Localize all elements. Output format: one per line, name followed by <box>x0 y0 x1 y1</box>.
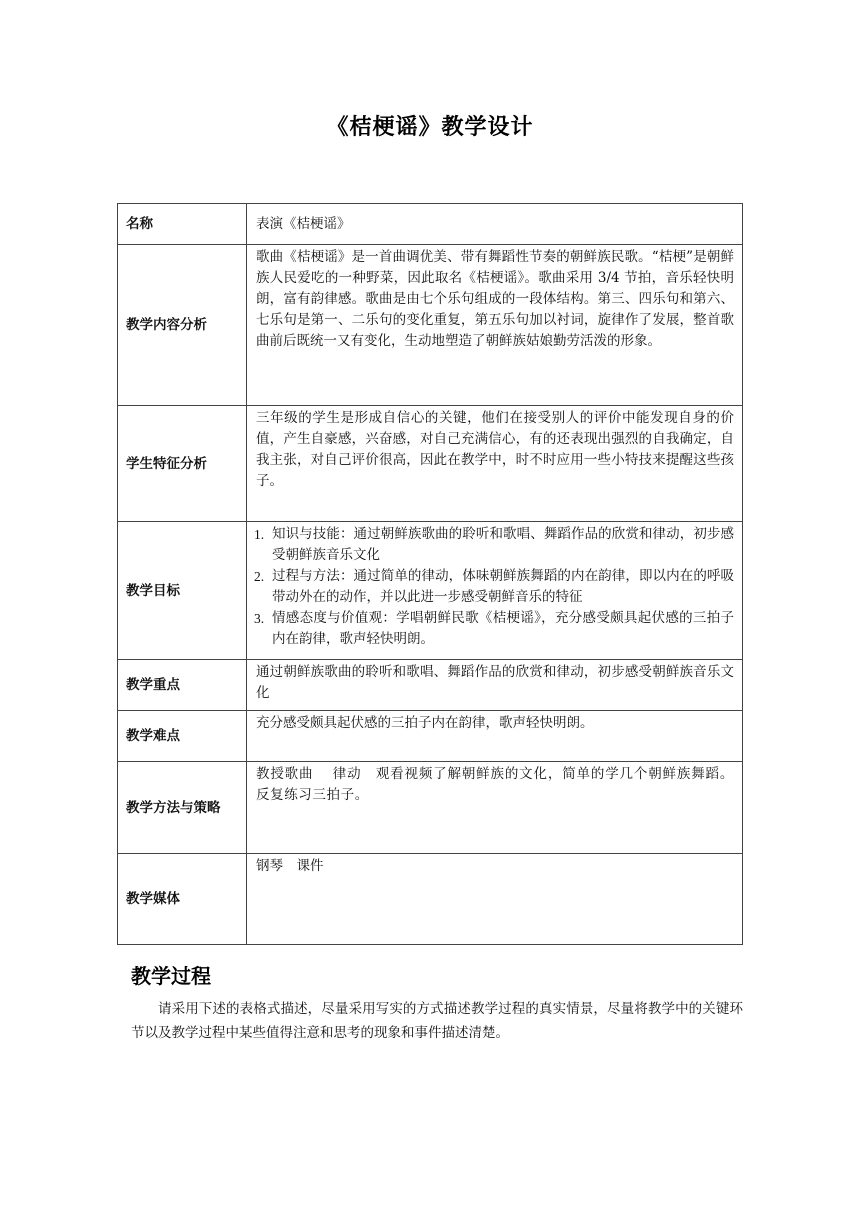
list-item <box>256 608 734 650</box>
table-row <box>118 204 743 245</box>
table-row <box>118 522 743 660</box>
table-row <box>118 406 743 522</box>
document-title: 《桔梗谣》教学设计 <box>326 115 534 140</box>
row-value-key-points: 通过朝鲜族歌曲的聆听和歌唱、舞蹈作品的欣赏和律动，初步感受朝鲜族音乐文化 <box>247 660 743 711</box>
list-number: 1. <box>254 527 265 542</box>
table-row <box>118 245 743 406</box>
row-value-student-analysis: 三年级的学生是形成自信心的关键，他们在接受别人的评价中能发现自身的价值，产生自豪感，兴奋感，对自己充满信心，有的还表现出强烈的自我确定，自我主张，对自己评价很高，因此在教学中，时不时应用一些小特技来提醒这些孩子。 <box>247 406 743 522</box>
list-number: 2. <box>254 569 265 584</box>
row-value-goals <box>247 522 743 660</box>
row-value-name: 表演《桔梗谣》 <box>247 204 743 245</box>
goals-list <box>256 524 734 650</box>
row-value-methods: 教授歌曲 律动 观看视频了解朝鲜族的文化，简单的学几个朝鲜族舞蹈。反复练习三拍子。 <box>247 762 743 854</box>
row-value-media: 钢琴 课件 <box>247 854 743 945</box>
row-label-difficulties: 教学难点 <box>118 711 247 762</box>
list-item-text: 过程与方法：通过简单的律动，体味朝鲜族舞蹈的内在韵律，即以内在的呼吸带动外在的动作，并以此进一步感受朝鲜音乐的特征 <box>272 568 734 605</box>
process-instruction: 请采用下述的表格式描述，尽量采用写实的方式描述教学过程的真实情景，尽量将教学中的关键环节以及教学过程中某些值得注意和思考的现象和事件描述清楚。 <box>131 1001 743 1041</box>
row-label-key-points: 教学重点 <box>118 660 247 711</box>
row-label-media: 教学媒体 <box>118 854 247 945</box>
section-heading: 教学过程 <box>131 964 211 988</box>
list-item <box>256 566 734 608</box>
table-row <box>118 711 743 762</box>
row-label-methods: 教学方法与策略 <box>118 762 247 854</box>
table-row <box>118 762 743 854</box>
list-item-text: 知识与技能：通过朝鲜族歌曲的聆听和歌唱、舞蹈作品的欣赏和律动，初步感受朝鲜族音乐文化 <box>272 526 734 563</box>
row-value-content-analysis: 歌曲《桔梗谣》是一首曲调优美、带有舞蹈性节奏的朝鲜族民歌。“桔梗”是朝鲜族人民爱吃的一种野菜，因此取名《桔梗谣》。歌曲采用 3/4 节拍，音乐轻快明朗，富有韵律感。歌曲是由七个乐句组成的一段体结构。第三、四乐句和第六、七乐句是第一、二乐句的变化重复，第五乐句加以衬词，旋律作了发展，整首歌曲前后既统一又有变化，生动地塑造了朝鲜族姑娘勤劳活泼的形象。 <box>247 245 743 406</box>
row-label-student-analysis: 学生特征分析 <box>118 406 247 522</box>
list-item <box>256 524 734 566</box>
list-number: 3. <box>254 611 265 626</box>
row-value-difficulties: 充分感受颇具起伏感的三拍子内在韵律，歌声轻快明朗。 <box>247 711 743 762</box>
row-label-goals: 教学目标 <box>118 522 247 660</box>
lesson-plan-table <box>117 203 743 945</box>
row-label-name: 名称 <box>118 204 247 245</box>
table-row <box>118 660 743 711</box>
table-row <box>118 854 743 945</box>
list-item-text: 情感态度与价值观：学唱朝鲜民歌《桔梗谣》，充分感受颇具起伏感的三拍子内在韵律，歌声轻快明朗。 <box>272 610 734 647</box>
row-label-content-analysis: 教学内容分析 <box>118 245 247 406</box>
